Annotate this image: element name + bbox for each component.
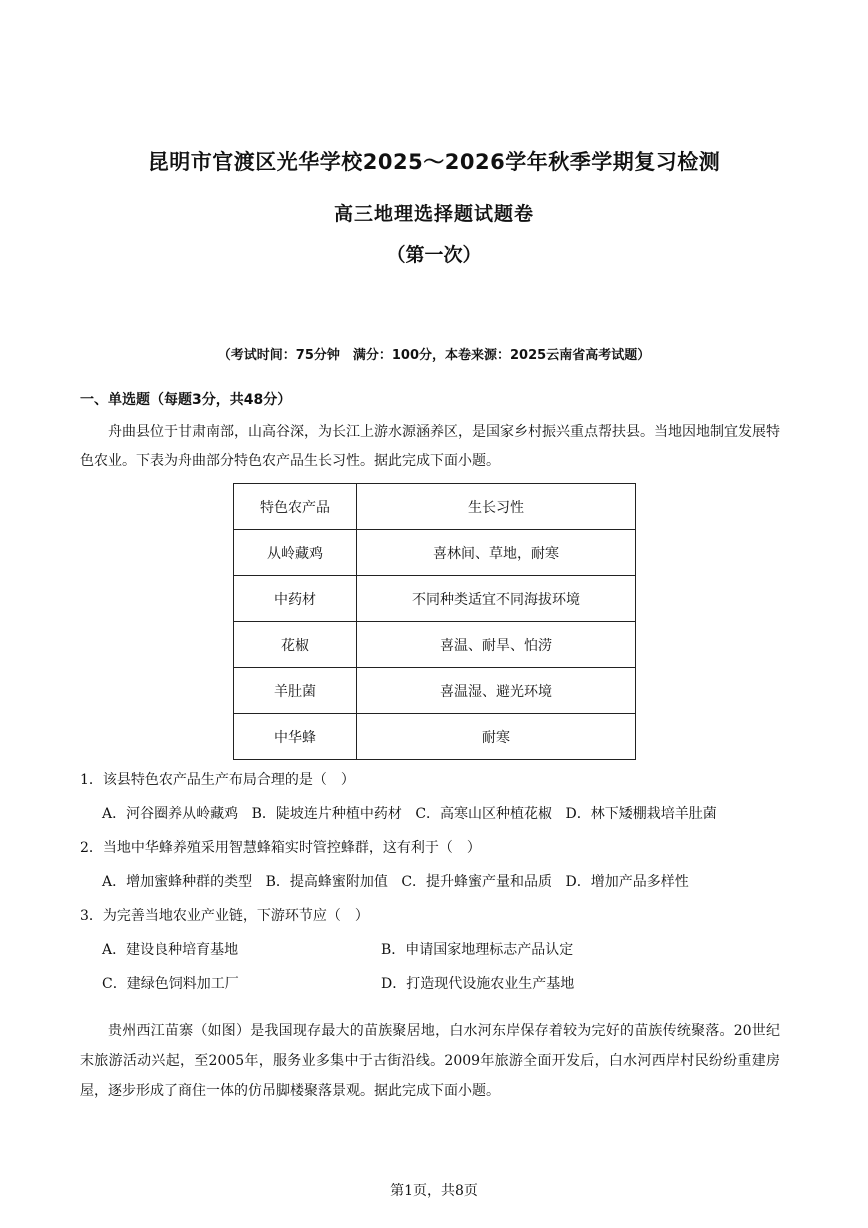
table-row: [234, 622, 636, 668]
question-1-stem: 1．该县特色农产品生产布局合理的是（ ）: [80, 772, 355, 788]
question-1-option-b: B．陡坡连片种植中药材: [251, 806, 402, 822]
table-row: [234, 668, 636, 714]
question-2-option-b: B．提高蜂蜜附加值: [265, 874, 388, 890]
exam-round: （第一次）: [386, 244, 482, 266]
table-cell-habit: 耐寒: [357, 714, 636, 760]
passage-1: 舟曲县位于甘肃南部，山高谷深，为长江上游水源涵养区，是国家乡村振兴重点帮扶县。当地因地制宜发展特色农业。下表为舟曲部分特色农产品生长习性。据此完成下面小题。: [80, 424, 780, 469]
exam-title: 昆明市官渡区光华学校2025～2026学年秋季学期复习检测: [147, 150, 721, 174]
table-header-row: [234, 484, 636, 530]
question-1-option-c: C．高寒山区种植花椒: [415, 806, 553, 822]
question-2-options: [102, 871, 698, 891]
exam-info: （考试时间：75分钟 满分：100分，本卷来源：2025云南省高考试题）: [217, 348, 651, 363]
exam-subtitle: 高三地理选择题试题卷: [333, 203, 534, 225]
question-3-stem: 3．为完善当地农业产业链，下游环节应（ ）: [80, 908, 369, 924]
table-row: [234, 714, 636, 760]
table-cell-product: 花椒: [234, 622, 357, 668]
table-cell-habit: 喜温湿、避光环境: [357, 668, 636, 714]
question-3-option-a: A．建设良种培育基地: [102, 942, 239, 958]
question-2-option-c: C．提升蜂蜜产量和品质: [401, 874, 553, 890]
passage-2: 贵州西江苗寨（如图）是我国现存最大的苗族聚居地，白水河东岸保存着较为完好的苗族传统聚落。20世纪末旅游活动兴起，至2005年，服务业多集中于古街沿线。2009年旅游全面开发后，白水河西岸村民纷纷重建房屋，逐步形成了商住一体的仿吊脚楼聚落景观。据此完成下面小题。: [80, 1023, 780, 1099]
table-cell-product: 中药材: [234, 576, 357, 622]
question-3-option-c: C．建绿色饲料加工厂: [102, 976, 239, 992]
question-1-option-d: D．林下矮棚栽培羊肚菌: [565, 806, 717, 822]
question-1-option-a: A．河谷圈养从岭藏鸡: [102, 806, 239, 822]
table-cell-habit: 喜林间、草地，耐寒: [357, 530, 636, 576]
table-header-cell: 特色农产品: [234, 484, 357, 530]
question-3-option-d: D．打造现代设施农业生产基地: [381, 976, 575, 992]
question-2-stem: 2．当地中华蜂养殖采用智慧蜂箱实时管控蜂群，这有利于（ ）: [80, 840, 481, 856]
question-2-option-a: A．增加蜜蜂种群的类型: [102, 874, 253, 890]
table-cell-product: 从岭藏鸡: [234, 530, 357, 576]
question-3-option-b: B．申请国家地理标志产品认定: [381, 942, 574, 958]
table-header-cell: 生长习性: [357, 484, 636, 530]
table-cell-product: 中华蜂: [234, 714, 357, 760]
table-cell-habit: 不同种类适宜不同海拔环境: [357, 576, 636, 622]
table-cell-product: 羊肚菌: [234, 668, 357, 714]
question-2-option-d: D．增加产品多样性: [565, 874, 689, 890]
table-row: [234, 576, 636, 622]
section-heading: 一、单选题（每题3分，共48分）: [80, 392, 292, 408]
question-1-options: [102, 803, 726, 823]
table-cell-habit: 喜温、耐旱、怕涝: [357, 622, 636, 668]
page-footer: 第1页，共8页: [390, 1183, 478, 1199]
table-row: [234, 530, 636, 576]
crop-habit-table: [233, 483, 636, 760]
